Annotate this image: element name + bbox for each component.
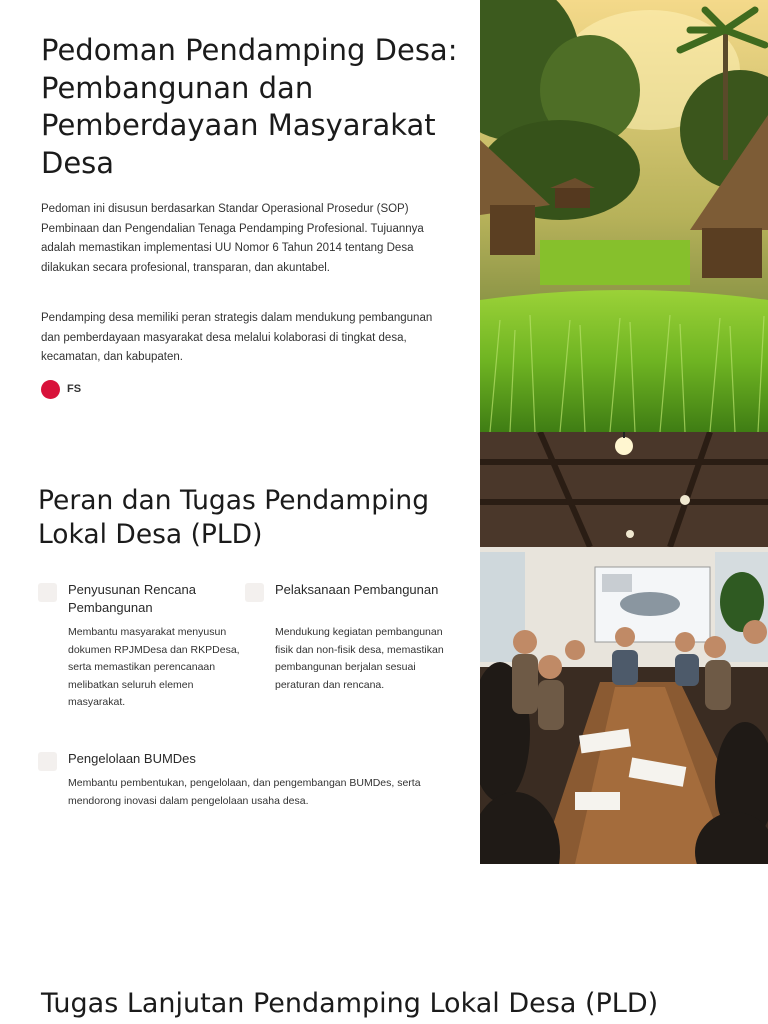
section-title-further-tasks: Tugas Lanjutan Pendamping Lokal Desa (PLD)	[41, 988, 659, 1019]
checkbox-icon	[38, 583, 57, 602]
role-card-planning	[38, 581, 238, 711]
role-card-description: Membantu pembentukan, pengelolaan, dan pengembangan BUMDes, serta mendorong inovasi dalam pengelolaan usaha desa.	[68, 777, 421, 807]
role-card-description: Mendukung kegiatan pembangunan fisik dan non-fisik desa, memastikan pembangunan berjalan sesuai peraturan dan rencana.	[275, 626, 444, 691]
author-avatar	[41, 380, 60, 399]
meeting-illustration	[480, 432, 768, 864]
checkbox-icon	[245, 583, 264, 602]
role-card-bumdes	[38, 750, 438, 810]
intro-paragraph: Pedoman ini disusun berdasarkan Standar Operasional Prosedur (SOP) Pembinaan dan Pengendalian Tenaga Pendamping Profesional. Tujuannya adalah memastikan implementasi UU Nomor 6 Tahun 2014 tentang Desa dilakukan secara profesional, transparan, dan akuntabel.	[41, 203, 424, 274]
role-card-implementation	[245, 581, 455, 711]
role-paragraph: Pendamping desa memiliki peran strategis dalam mendukung pembangunan dan pemberdayaan masyarakat desa melalui kolaborasi di tingkat desa, kecamatan, dan kabupaten.	[41, 312, 433, 363]
rice-field-illustration	[480, 0, 768, 432]
author-initials: FS	[67, 383, 82, 395]
role-card-description: Membantu masyarakat menyusun dokumen RPJMDesa dan RKPDesa, serta memastikan perencanaan melibatkan seluruh elemen masyarakat.	[68, 626, 240, 708]
rice-field-village-image	[480, 0, 768, 432]
author-badge	[41, 379, 81, 399]
page-title: Pedoman Pendamping Desa: Pembangunan dan Pemberdayaan Masyarakat Desa	[41, 33, 458, 180]
community-meeting-image	[480, 432, 768, 864]
role-card-title: Penyusunan Rencana Pembangunan	[68, 582, 196, 615]
section-title-roles: Peran dan Tugas Pendamping Lokal Desa (PLD)	[38, 485, 430, 550]
role-card-title: Pengelolaan BUMDes	[68, 751, 196, 766]
checkbox-icon	[38, 752, 57, 771]
role-card-title: Pelaksanaan Pembangunan	[275, 582, 439, 597]
